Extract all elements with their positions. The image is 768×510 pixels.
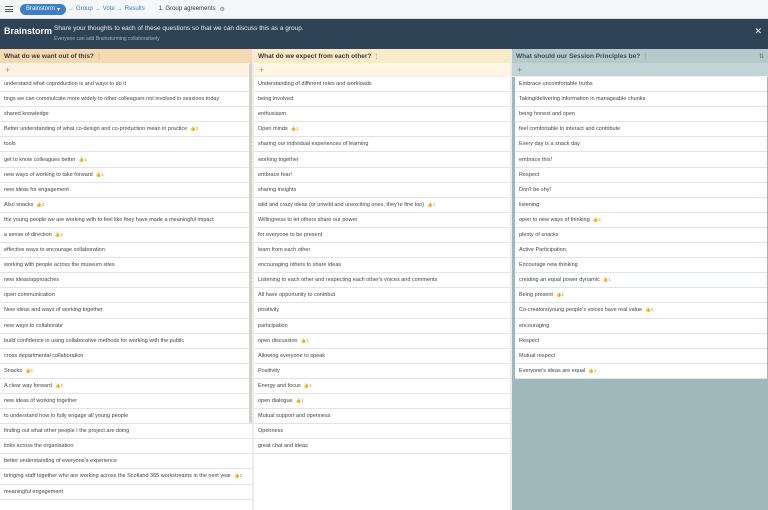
idea-card[interactable]	[0, 92, 252, 107]
idea-card[interactable]	[254, 122, 510, 137]
idea-card[interactable]	[0, 168, 252, 183]
idea-card-text: listening	[519, 201, 540, 208]
idea-card[interactable]	[515, 183, 767, 198]
idea-card[interactable]	[0, 454, 252, 469]
idea-card-text: Active Participation	[519, 247, 566, 254]
idea-card[interactable]	[254, 183, 510, 198]
idea-card[interactable]	[254, 92, 510, 107]
idea-card[interactable]	[254, 228, 510, 243]
idea-card[interactable]	[254, 349, 510, 364]
card-list	[0, 77, 252, 500]
idea-card[interactable]	[0, 424, 252, 439]
banner-title: Brainstorm	[4, 26, 53, 36]
idea-card-text: All have opportunity to contribut	[258, 292, 336, 299]
vote-count-badge: 👍2	[588, 367, 597, 373]
vote-count-badge: 👍3	[190, 126, 199, 132]
step-group[interactable]: Group	[76, 6, 93, 12]
vote-count-badge: 👍1	[55, 382, 64, 388]
idea-card[interactable]	[515, 243, 767, 258]
scrollbar[interactable]	[249, 63, 252, 423]
idea-card[interactable]	[254, 303, 510, 318]
idea-card[interactable]	[0, 152, 252, 167]
idea-card-text: meaningful engagement	[4, 488, 64, 495]
banner-text: Share your thoughts to each of these questions so that we can discuss this as a group.	[54, 25, 304, 32]
idea-card-text: Listening to each other and respecting each other's voices and comments	[258, 277, 438, 284]
idea-card-text: participation	[258, 322, 288, 329]
column-expect	[254, 49, 510, 510]
page-title: 1. Group agreements	[158, 6, 216, 12]
idea-card[interactable]	[0, 379, 252, 394]
idea-card-text: positivity	[258, 307, 280, 314]
idea-card[interactable]	[515, 137, 767, 152]
arrow-icon: →	[94, 6, 101, 12]
vote-count-badge: 👍1	[95, 171, 104, 177]
step-brainstorm[interactable]	[20, 4, 66, 15]
vote-count-badge: 👍1	[602, 277, 611, 283]
column-header	[254, 49, 510, 63]
idea-card-text: embrace fear!	[258, 171, 292, 178]
idea-card-text: a sense of direction	[4, 231, 52, 238]
idea-card[interactable]	[254, 394, 510, 409]
idea-card-text: being involved	[258, 96, 294, 103]
vote-count-badge: 👍2	[234, 473, 243, 479]
hamburger-icon[interactable]	[0, 0, 18, 19]
vote-count-badge: 👍2	[54, 231, 63, 237]
idea-card[interactable]	[515, 152, 767, 167]
idea-card-text: tings we can commulcate more widely to other colleagues not involved in sessions today	[4, 96, 220, 103]
idea-card-text: Every day is a snack day	[519, 141, 580, 148]
idea-card[interactable]	[515, 364, 767, 379]
idea-card-text: embrace this!	[519, 156, 553, 163]
idea-card-text: links across the organisation	[4, 443, 74, 450]
idea-card-text: encouraging others to share ideas	[258, 262, 342, 269]
vote-count-badge: 👍1	[290, 126, 299, 132]
idea-card[interactable]	[0, 485, 252, 500]
card-list	[515, 77, 767, 379]
idea-card-text: Understanding of different roles and workloads	[258, 81, 372, 88]
idea-card[interactable]	[254, 243, 510, 258]
idea-card-text: great chat and ideas	[258, 443, 308, 450]
idea-card-text: new ways of working to take forward	[4, 171, 93, 178]
column-want	[0, 49, 252, 510]
add-card-button[interactable]: +	[512, 63, 768, 77]
idea-card[interactable]	[0, 319, 252, 334]
gear-icon[interactable]: ⚙	[219, 6, 225, 13]
vote-count-badge: 👍2	[36, 201, 45, 207]
kebab-icon[interactable]: ⋮	[95, 53, 103, 60]
idea-card[interactable]	[254, 258, 510, 273]
idea-card-text: open to new ways of thinking	[519, 216, 590, 223]
vote-count-badge: 👍2	[645, 307, 654, 313]
idea-card-text: creating an equal power dynamic	[519, 277, 600, 284]
idea-card[interactable]	[515, 228, 767, 243]
idea-card-text: shared knowledge	[4, 111, 49, 118]
idea-card[interactable]	[254, 288, 510, 303]
sort-icon[interactable]: ⇅	[758, 53, 764, 60]
idea-card[interactable]	[254, 137, 510, 152]
idea-card-text: Allowing everyone to speak	[258, 352, 325, 359]
idea-card[interactable]	[0, 137, 252, 152]
idea-card-text: Co-creators/young people's voices have real value	[519, 307, 643, 314]
idea-card[interactable]	[254, 273, 510, 288]
idea-card-text: Better understanding of what co-design and co-production mean in practice	[4, 126, 188, 133]
idea-card[interactable]	[515, 273, 767, 288]
step-brainstorm-label: Brainstorm	[26, 6, 56, 12]
idea-card[interactable]	[515, 319, 767, 334]
idea-card[interactable]	[515, 107, 767, 122]
idea-card-text: better understanding of everyone's experience	[4, 458, 117, 465]
idea-card-text: Being present	[519, 292, 553, 299]
arrow-icon: →	[68, 6, 75, 12]
idea-card-text: Snacks	[4, 367, 23, 374]
idea-card-text: Don't be shy!	[519, 186, 551, 193]
idea-card[interactable]	[515, 77, 767, 92]
idea-card-text: Respect	[519, 337, 540, 344]
idea-card[interactable]	[254, 409, 510, 424]
idea-card-text: finding out what other people I the project are doing	[4, 428, 130, 435]
idea-card-text: bringing staff together who are working across the Scotland 365 workstreams in the next year	[4, 473, 232, 480]
idea-card-text: Encourage new thinking	[519, 262, 578, 269]
idea-card-text: working together	[258, 156, 299, 163]
idea-card-text: the young people we are working with to feel like they have made a meaningful impact	[4, 216, 214, 223]
idea-card-text: Positivity	[258, 367, 280, 374]
idea-card-text: tools	[4, 141, 16, 148]
vote-count-badge: 👍1	[78, 156, 87, 162]
idea-card[interactable]	[0, 77, 252, 92]
vote-count-badge: 👍1	[303, 382, 312, 388]
idea-card-text: enthusiasm	[258, 111, 287, 118]
idea-card-text: New ideas and ways of working together	[4, 307, 103, 314]
idea-card-text: Energy and focus	[258, 382, 301, 389]
idea-card[interactable]	[515, 122, 767, 137]
idea-card[interactable]	[0, 303, 252, 318]
chevron-down-icon: ▾	[57, 6, 61, 13]
idea-card[interactable]	[0, 273, 252, 288]
idea-card-text: open communication	[4, 292, 55, 299]
idea-card[interactable]	[254, 198, 510, 213]
idea-card-text: Willingness to let others share our power	[258, 216, 358, 223]
idea-card[interactable]	[254, 213, 510, 228]
idea-card-text: open discussion	[258, 337, 298, 344]
idea-card-text: new ideas for engagement	[4, 186, 69, 193]
idea-card-text: for everyone to be present	[258, 231, 323, 238]
idea-card[interactable]	[515, 334, 767, 349]
idea-card[interactable]	[254, 319, 510, 334]
idea-card-text: get to know colleagues better	[4, 156, 76, 163]
idea-card[interactable]	[0, 198, 252, 213]
idea-card[interactable]	[254, 107, 510, 122]
card-list	[254, 77, 510, 454]
idea-card[interactable]	[254, 334, 510, 349]
idea-card[interactable]	[515, 303, 767, 318]
idea-card-text: learn from each other	[258, 247, 311, 254]
idea-card[interactable]	[254, 439, 510, 454]
idea-card-text: Openness	[258, 428, 284, 435]
column-title: What do we expect from each other?	[258, 52, 372, 60]
idea-card[interactable]	[515, 198, 767, 213]
column-principles	[512, 49, 768, 510]
idea-card[interactable]	[0, 469, 252, 484]
column-header	[512, 49, 768, 63]
add-card-button[interactable]: +	[254, 63, 510, 77]
idea-card[interactable]	[515, 258, 767, 273]
idea-card-text: sharing our individual experiences of learning	[258, 141, 369, 148]
idea-card[interactable]	[254, 77, 510, 92]
idea-card[interactable]	[0, 122, 252, 137]
idea-card-text: feel comfortable to interact and contribute	[519, 126, 621, 133]
idea-card-text: Mutual support and openness	[258, 413, 331, 420]
idea-card[interactable]	[254, 168, 510, 183]
step-vote[interactable]: Vote	[102, 6, 115, 12]
instructions-banner	[0, 19, 768, 49]
idea-card[interactable]	[0, 213, 252, 228]
idea-card-text: Taking/delivering information in manageable chunks	[519, 96, 646, 103]
idea-card-text: understand what coproduction is and ways to do it	[4, 81, 126, 88]
idea-card[interactable]	[0, 394, 252, 409]
idea-card[interactable]	[254, 424, 510, 439]
idea-card-text: effective ways to encourage collaboration	[4, 247, 105, 254]
idea-card[interactable]	[254, 152, 510, 167]
idea-card-text: new ways to collaborate	[4, 322, 63, 329]
idea-card[interactable]	[0, 409, 252, 424]
idea-card[interactable]	[0, 364, 252, 379]
idea-card-text: Embrace uncomfortable truths	[519, 81, 593, 88]
idea-card[interactable]	[515, 168, 767, 183]
kebab-icon[interactable]: ⋮	[642, 53, 649, 60]
banner-subtext: Everyone can add Brainstorming collaboratively	[54, 36, 160, 42]
idea-card[interactable]	[254, 379, 510, 394]
idea-card[interactable]	[515, 213, 767, 228]
idea-card-text: Respect	[519, 171, 540, 178]
idea-card[interactable]	[0, 243, 252, 258]
idea-card-text: open dialogue	[258, 398, 293, 405]
idea-card[interactable]	[0, 183, 252, 198]
idea-card[interactable]	[515, 288, 767, 303]
vote-count-badge: 👍1	[300, 337, 309, 343]
idea-card[interactable]	[0, 334, 252, 349]
idea-card[interactable]	[0, 228, 252, 243]
idea-card-text: A clear way forward	[4, 382, 52, 389]
idea-card-text: Open minds	[258, 126, 288, 133]
vote-count-badge: 👍4	[592, 216, 601, 222]
idea-card-text: working with people across the museum sites	[4, 262, 115, 269]
idea-card-text: to understand how to fully engage all young people	[4, 413, 129, 420]
close-icon[interactable]: ✕	[754, 26, 762, 36]
idea-card-text: sharing insights	[258, 186, 297, 193]
idea-card[interactable]	[0, 349, 252, 364]
idea-card-text: wild and crazy ideas (or unwild and unexciting ones, they're fine too)	[258, 201, 425, 208]
idea-card[interactable]	[254, 364, 510, 379]
column-title: What do we want out of this?	[4, 52, 94, 60]
top-bar	[0, 0, 768, 19]
idea-card[interactable]	[0, 258, 252, 273]
idea-card[interactable]	[0, 288, 252, 303]
vote-count-badge: 👍1	[295, 398, 304, 404]
idea-card-text: Everyone's ideas are equal	[519, 367, 586, 374]
idea-card-text: cross departmental collaboration	[4, 352, 84, 359]
step-results[interactable]: Results	[124, 6, 145, 12]
vote-count-badge: 👍1	[25, 367, 34, 373]
add-card-button[interactable]: +	[0, 63, 252, 77]
idea-card-text: being honest and open	[519, 111, 575, 118]
idea-card-text: new ideas/approaches	[4, 277, 60, 284]
vote-count-badge: 👍1	[555, 292, 565, 298]
idea-card-text: encouraging	[519, 322, 550, 329]
idea-card-text: Also snacks	[4, 201, 34, 208]
vote-count-badge: 👍1	[427, 201, 436, 207]
idea-card[interactable]	[0, 107, 252, 122]
idea-card[interactable]	[515, 92, 767, 107]
idea-card-text: new ideas of working together	[4, 398, 78, 405]
idea-card-text: build confidence in using collaborative methods for working with the public	[4, 337, 185, 344]
idea-card-text: plenty of snacks	[519, 231, 559, 238]
kebab-icon[interactable]: ⋮	[373, 53, 380, 60]
idea-card-text: Mutual respect	[519, 352, 556, 359]
arrow-icon: →	[116, 6, 123, 12]
idea-card[interactable]	[0, 439, 252, 454]
idea-card[interactable]	[515, 349, 767, 364]
column-title: What should our Session Principles be?	[516, 52, 641, 60]
column-header	[0, 49, 252, 63]
